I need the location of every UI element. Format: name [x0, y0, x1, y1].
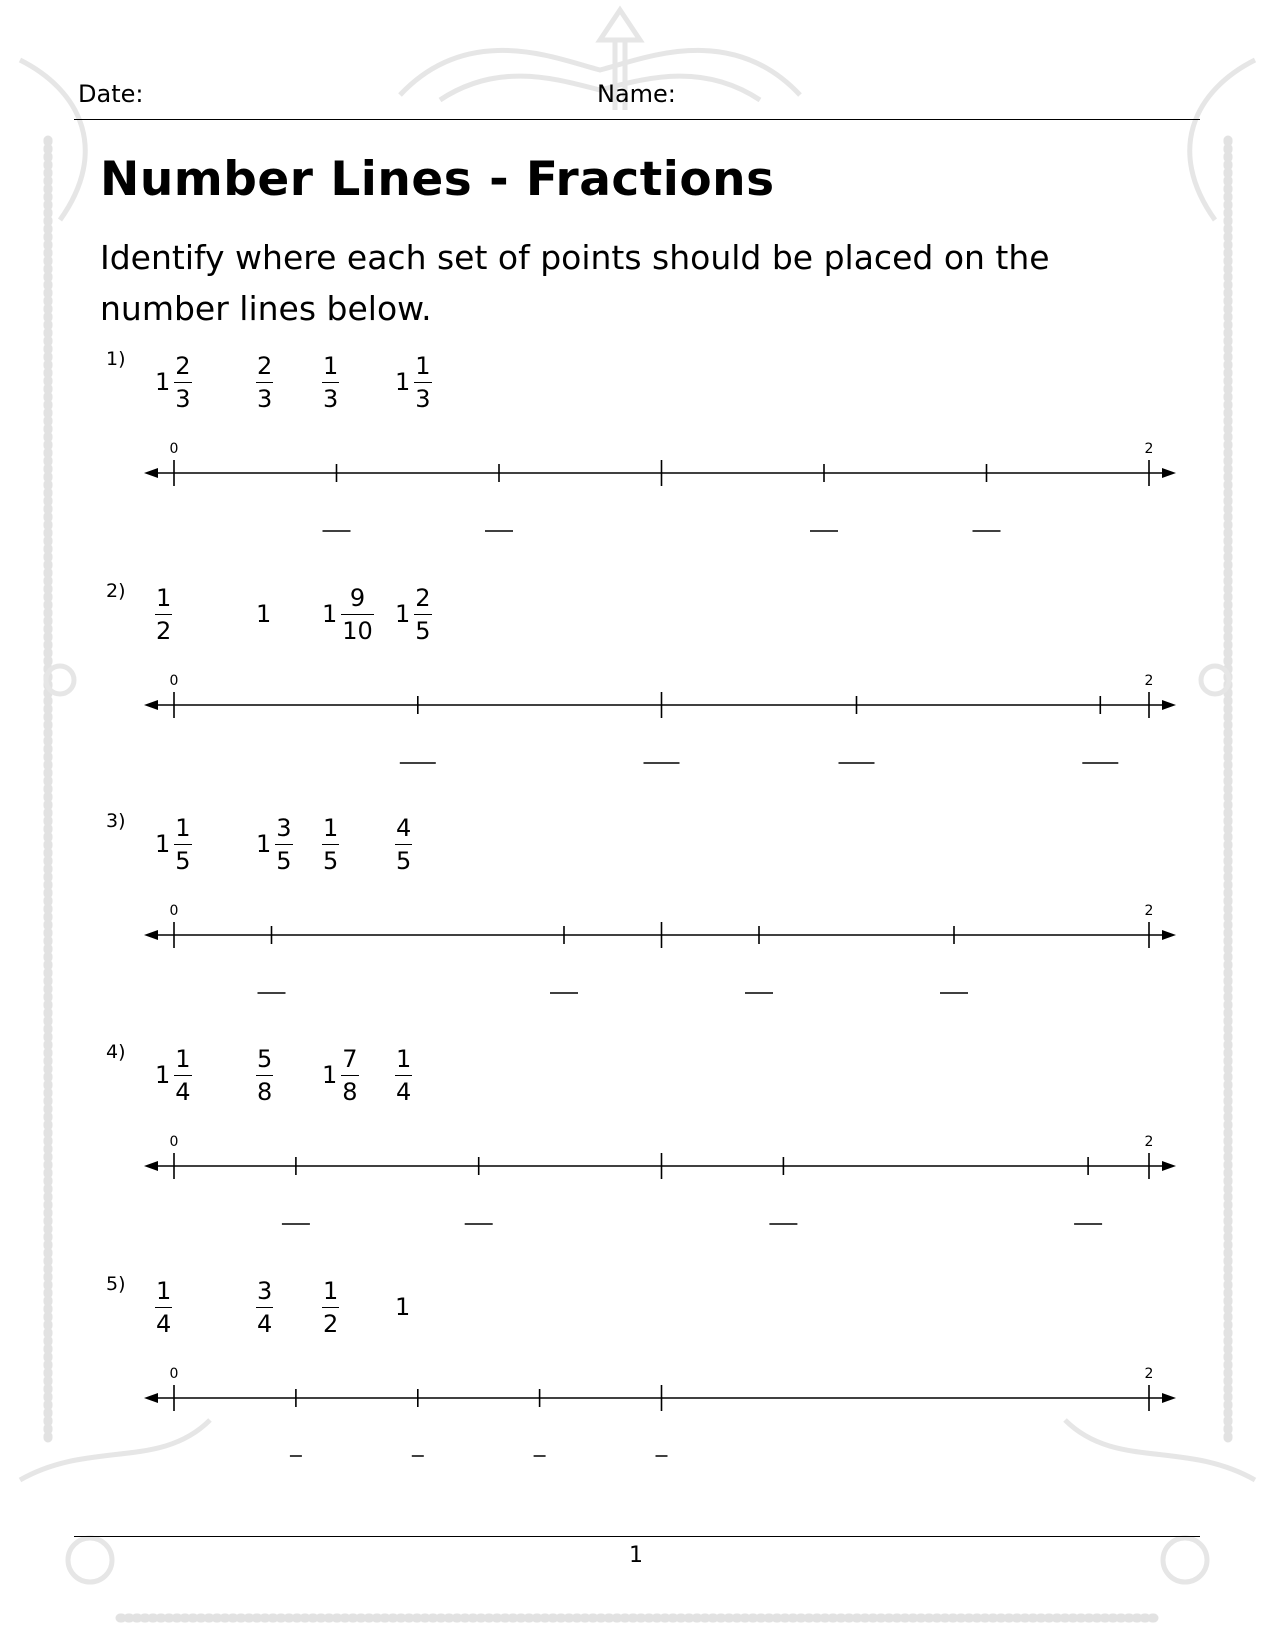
numerator: 1: [175, 813, 191, 842]
numerator: 9: [349, 583, 366, 612]
whole-number: 1: [155, 1061, 171, 1089]
denominator: 2: [155, 614, 172, 647]
whole-number: 1: [322, 1061, 338, 1089]
numerator: 4: [396, 813, 412, 842]
numerator: 7: [342, 1044, 358, 1073]
numerator: 2: [257, 351, 273, 380]
page-title: Number Lines - Fractions: [100, 152, 775, 207]
denominator: 4: [174, 1075, 191, 1108]
problem: [0, 348, 1275, 568]
whole-number: 1: [155, 830, 171, 858]
end-label: 2: [1144, 441, 1154, 457]
whole-number: 1: [395, 1293, 411, 1321]
numerator: 1: [323, 351, 339, 380]
whole-number: 1: [256, 830, 272, 858]
start-label: 0: [169, 673, 179, 689]
denominator: 3: [414, 382, 431, 415]
denominator: 4: [155, 1307, 172, 1340]
numerator: 5: [257, 1044, 273, 1073]
whole-number: 1: [256, 600, 272, 628]
problem: [0, 1273, 1275, 1493]
number-line: [0, 1273, 1275, 1493]
numerator: 1: [156, 583, 172, 612]
problem-number: 4): [106, 1041, 126, 1063]
end-label: 2: [1144, 1134, 1154, 1150]
problem: [0, 580, 1275, 800]
denominator: 5: [174, 844, 191, 877]
problem-number: 5): [106, 1273, 126, 1295]
denominator: 5: [322, 844, 339, 877]
problem: [0, 810, 1275, 1030]
right-arrow-icon: [1162, 1393, 1176, 1403]
end-label: 2: [1144, 673, 1154, 689]
start-label: 0: [169, 441, 179, 457]
numerator: 1: [323, 1276, 339, 1305]
denominator: 5: [275, 844, 292, 877]
name-label: Name:: [597, 80, 676, 108]
start-label: 0: [169, 903, 179, 919]
numerator: 1: [156, 1276, 172, 1305]
whole-number: 1: [395, 368, 411, 396]
start-label: 0: [169, 1134, 179, 1150]
number-line: [0, 348, 1275, 568]
numerator: 3: [276, 813, 292, 842]
problem-number: 3): [106, 810, 126, 832]
left-arrow-icon: [144, 700, 158, 710]
footer-rule: [74, 1536, 1200, 1537]
instructions: Identify where each set of points should be placed on the number lines below.: [100, 238, 1050, 328]
denominator: 8: [256, 1075, 273, 1108]
denominator: 4: [256, 1307, 273, 1340]
right-arrow-icon: [1162, 1161, 1176, 1171]
numerator: 3: [257, 1276, 273, 1305]
denominator: 5: [395, 844, 412, 877]
numerator: 1: [175, 1044, 191, 1073]
denominator: 5: [414, 614, 431, 647]
date-label: Date:: [78, 80, 144, 108]
end-label: 2: [1144, 1366, 1154, 1382]
denominator: 8: [341, 1075, 358, 1108]
start-label: 0: [169, 1366, 179, 1382]
denominator: 3: [174, 382, 191, 415]
end-label: 2: [1144, 903, 1154, 919]
numerator: 1: [323, 813, 339, 842]
left-arrow-icon: [144, 1393, 158, 1403]
whole-number: 1: [322, 600, 338, 628]
whole-number: 1: [395, 600, 411, 628]
problem-number: 1): [106, 348, 126, 370]
number-line: [0, 810, 1275, 1030]
left-arrow-icon: [144, 468, 158, 478]
number-line: [0, 580, 1275, 800]
numerator: 2: [175, 351, 191, 380]
numerator: 1: [396, 1044, 412, 1073]
right-arrow-icon: [1162, 700, 1176, 710]
denominator: 10: [341, 614, 374, 647]
right-arrow-icon: [1162, 468, 1176, 478]
denominator: 3: [322, 382, 339, 415]
problem-number: 2): [106, 580, 126, 602]
denominator: 3: [256, 382, 273, 415]
denominator: 4: [395, 1075, 412, 1108]
right-arrow-icon: [1162, 930, 1176, 940]
numerator: 2: [415, 583, 431, 612]
page-number: 1: [629, 1543, 643, 1568]
number-line: [0, 1041, 1275, 1261]
left-arrow-icon: [144, 930, 158, 940]
denominator: 2: [322, 1307, 339, 1340]
problem: [0, 1041, 1275, 1261]
numerator: 1: [415, 351, 431, 380]
whole-number: 1: [155, 368, 171, 396]
left-arrow-icon: [144, 1161, 158, 1171]
